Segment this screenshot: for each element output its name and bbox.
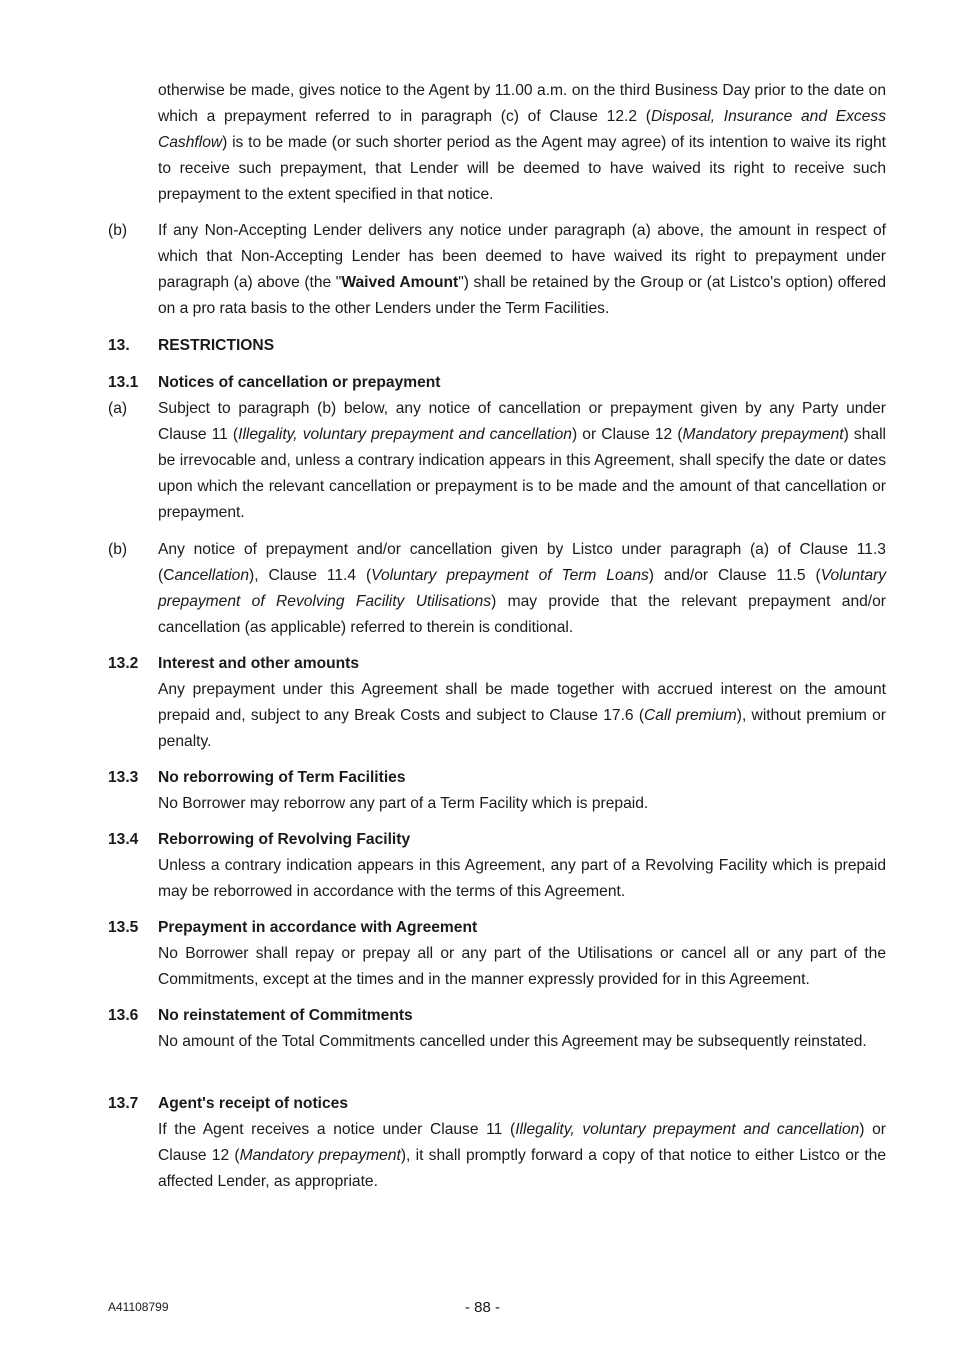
para-b-label: (b) xyxy=(108,222,128,239)
clause-13-5-body: No Borrower shall repay or prepay all or any part of the Utilisations or cancel all or any part of the Commitments, except at the times and in the manner expressly provided for in this Agreement. xyxy=(158,945,886,988)
clause-13-5-title: Prepayment in accordance with Agreement xyxy=(158,919,478,936)
clause-13-2-body: Any prepayment under this Agreement shall be made together with accrued interest on the amount prepaid and, subject to any Break Costs and subject to Clause 17.6 (Call premium), without premium or penalty. xyxy=(158,681,886,750)
clause-13-4-body: Unless a contrary indication appears in this Agreement, any part of a Revolving Facility which is prepaid may be reborrowed in accordance with the terms of this Agreement. xyxy=(158,857,886,900)
waived-amount-paragraph: If any Non-Accepting Lender delivers any notice under paragraph (a) above, the amount in respect of which that Non-Accepting Lender has been deemed to have waived its right to prepayment under paragraph (a) above (the "Waived Amount") shall be retained by the Group or (at Listco's option) offered on a pro rata basis to the other Lenders under the Term Facilities. xyxy=(158,222,886,317)
clause-13-7-number: 13.7 xyxy=(108,1095,139,1112)
clause-13-1-number: 13.1 xyxy=(108,374,139,391)
clause-13-2-title: Interest and other amounts xyxy=(158,655,360,672)
clause-13-3-body: No Borrower may reborrow any part of a Term Facility which is prepaid. xyxy=(158,795,649,812)
clause-13-1-b-body: Any notice of prepayment and/or cancellation given by Listco under paragraph (a) of Clause 11.3 (Cancellation), Clause 11.4 (Voluntary prepayment of Term Loans) and/or Clause 11.5 (Voluntary prepayment of Revolving Facility Utilisations) may provide that the relevant prepayment and/or cancellation (as applicable) referred to therein is conditional. xyxy=(158,541,886,636)
document-reference: A41108799 xyxy=(108,1300,169,1314)
page-number: - 88 - xyxy=(464,1299,500,1316)
clause-13-3-number: 13.3 xyxy=(108,769,139,786)
clause-13-7-body: If the Agent receives a notice under Clause 11 (Illegality, voluntary prepayment and cancellation) or Clause 12 (Mandatory prepayment), it shall promptly forward a copy of that notice to either Listco or the affected Lender, as appropriate. xyxy=(158,1121,887,1190)
clause-13-6-number: 13.6 xyxy=(108,1007,139,1024)
clause-13-7-title: Agent's receipt of notices xyxy=(158,1095,349,1112)
clause-13-4-number: 13.4 xyxy=(108,831,139,848)
clause-13-5-number: 13.5 xyxy=(108,919,139,936)
continuation-paragraph: otherwise be made, gives notice to the Agent by 11.00 a.m. on the third Business Day prior to the date on which a prepayment referred to in paragraph (c) of Clause 12.2 (Disposal, Insurance and Excess Cashflow) is to be made (or such shorter period as the Agent may agree) of its intention to waive its right to receive such prepayment, that Lender will be deemed to have waived its right to receive such prepayment to the extent specified in that notice. xyxy=(158,82,886,203)
clause-13-3-title: No reborrowing of Term Facilities xyxy=(158,769,406,786)
clause-13-1-b-label: (b) xyxy=(108,541,128,558)
clause-13-number: 13. xyxy=(108,337,130,354)
clause-13-4-title: Reborrowing of Revolving Facility xyxy=(158,831,411,848)
clause-13-1-a-body: Subject to paragraph (b) below, any notice of cancellation or prepayment given by any Party under Clause 11 (Illegality, voluntary prepayment and cancellation) or Clause 12 (Mandatory prepayment) shall be irrevocable and, unless a contrary indication appears in this Agreement, shall specify the date or dates upon which the relevant cancellation or prepayment is to be made and the amount of that cancellation or prepayment. xyxy=(158,400,886,521)
clause-13-2-number: 13.2 xyxy=(108,655,139,672)
clause-13-1-a-label: (a) xyxy=(108,400,128,417)
clause-13-1-title: Notices of cancellation or prepayment xyxy=(158,374,441,391)
clause-13-title: RESTRICTIONS xyxy=(158,337,275,354)
clause-13-6-title: No reinstatement of Commitments xyxy=(158,1007,413,1024)
clause-13-6-body: No amount of the Total Commitments cancelled under this Agreement may be subsequently reinstated. xyxy=(158,1033,867,1050)
